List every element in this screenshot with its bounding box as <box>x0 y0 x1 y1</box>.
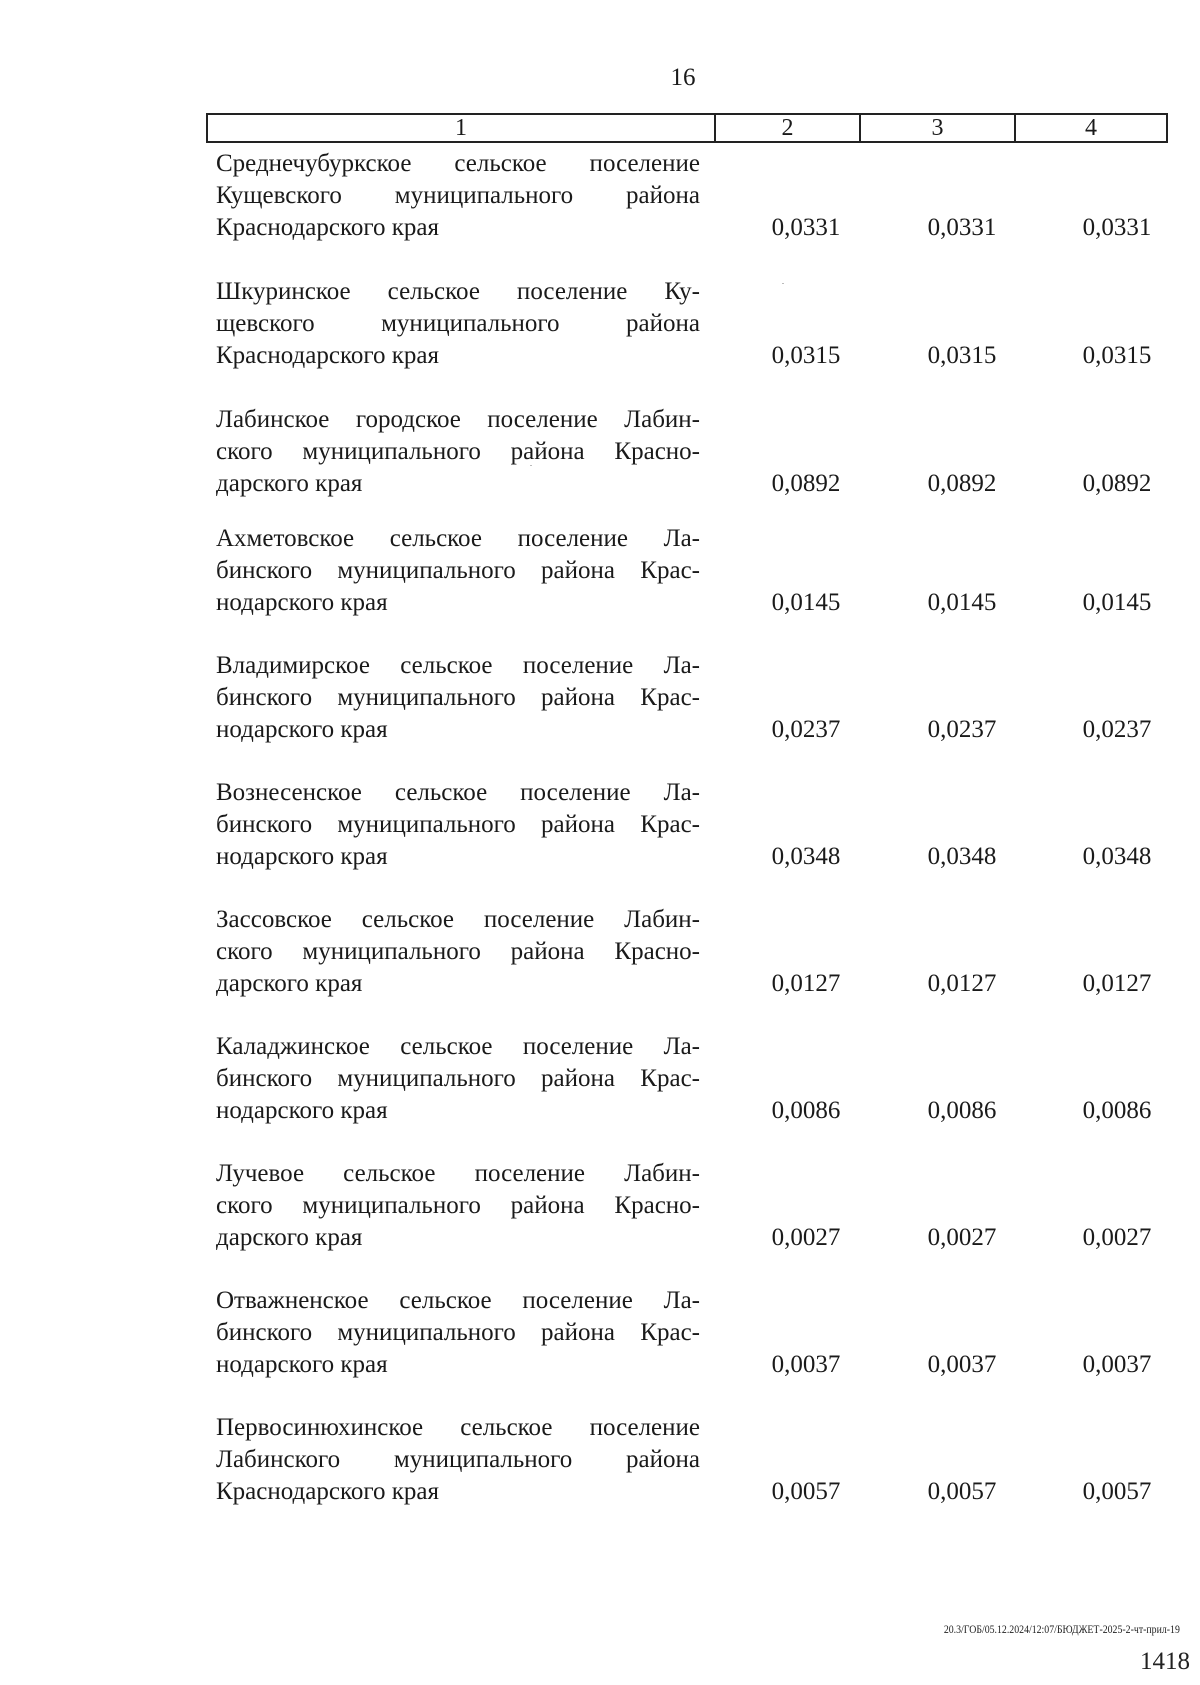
scan-speck <box>530 465 532 466</box>
value-col-3: 0,0331 <box>927 214 997 241</box>
settlement-name-line: нодарского края <box>216 1097 388 1124</box>
settlement-name-line: Краснодарского края <box>216 1478 439 1505</box>
settlement-name <box>216 1412 700 1508</box>
settlement-name <box>216 904 700 1000</box>
settlement-name-line: дарского края <box>216 1224 363 1251</box>
header-cell-1: 1 <box>208 115 716 141</box>
settlement-name-line: нодарского края <box>216 589 388 616</box>
settlement-name <box>216 1158 700 1254</box>
value-col-2: 0,0057 <box>771 1478 841 1505</box>
value-col-2: 0,0127 <box>771 970 841 997</box>
settlement-name <box>216 650 700 746</box>
settlement-name-line: Кущевского муниципального района <box>216 182 700 209</box>
value-col-4: 0,0037 <box>1082 1351 1152 1378</box>
value-col-2: 0,0315 <box>771 342 841 369</box>
value-col-2: 0,0027 <box>771 1224 841 1251</box>
settlement-name-line: дарского края <box>216 470 363 497</box>
value-col-3: 0,0315 <box>927 342 997 369</box>
settlement-name-line: бинского муниципального района Крас- <box>216 1065 700 1092</box>
settlement-name-line: щевского муниципального района <box>216 310 700 337</box>
settlement-name-line: ского муниципального района Красно- <box>216 938 700 965</box>
settlement-name-line: Лабинского муниципального района <box>216 1446 700 1473</box>
value-col-3: 0,0057 <box>927 1478 997 1505</box>
settlement-name <box>216 1285 700 1381</box>
value-col-2: 0,0086 <box>771 1097 841 1124</box>
settlement-name-line: Шкуринское сельское поселение Ку- <box>216 278 700 305</box>
value-col-3: 0,0127 <box>927 970 997 997</box>
settlement-name <box>216 276 700 372</box>
table-header-row <box>206 113 1168 143</box>
settlement-name-line: нодарского края <box>216 716 388 743</box>
settlement-name <box>216 523 700 619</box>
value-col-4: 0,0237 <box>1082 716 1152 743</box>
value-col-4: 0,0057 <box>1082 1478 1152 1505</box>
settlement-name-line: дарского края <box>216 970 363 997</box>
settlement-name <box>216 777 700 873</box>
settlement-name-line: Лучевое сельское поселение Лабин- <box>216 1160 700 1187</box>
header-cell-4: 4 <box>1085 115 1097 141</box>
value-col-3: 0,0145 <box>927 589 997 616</box>
settlement-name-line: бинского муниципального района Крас- <box>216 684 700 711</box>
sheet-number: 1418 <box>1140 1648 1190 1675</box>
value-col-4: 0,0027 <box>1082 1224 1152 1251</box>
value-col-2: 0,0331 <box>771 214 841 241</box>
value-col-2: 0,0037 <box>771 1351 841 1378</box>
settlement-name-line: ского муниципального района Красно- <box>216 438 700 465</box>
value-col-4: 0,0315 <box>1082 342 1152 369</box>
settlement-name-line: Зассовское сельское поселение Лабин- <box>216 906 700 933</box>
value-col-2: 0,0892 <box>771 470 841 497</box>
settlement-name-line: бинского муниципального района Крас- <box>216 557 700 584</box>
settlement-name-line: бинского муниципального района Крас- <box>216 1319 700 1346</box>
settlement-name-line: Владимирское сельское поселение Ла- <box>216 652 700 679</box>
document-code: 20.3/ГОБ/05.12.2024/12:07/БЮДЖЕТ-2025-2-чт-прил-19 <box>943 1622 1180 1636</box>
header-cell-2: 2 <box>716 115 861 141</box>
settlement-name-line: бинского муниципального района Крас- <box>216 811 700 838</box>
value-col-3: 0,0348 <box>927 843 997 870</box>
settlement-name-line: Лабинское городское поселение Лабин- <box>216 406 700 433</box>
value-col-3: 0,0237 <box>927 716 997 743</box>
value-col-4: 0,0127 <box>1082 970 1152 997</box>
value-col-4: 0,0892 <box>1082 470 1152 497</box>
value-col-3: 0,0086 <box>927 1097 997 1124</box>
settlement-name-line: Ахметовское сельское поселение Ла- <box>216 525 700 552</box>
value-col-3: 0,0892 <box>927 470 997 497</box>
value-col-4: 0,0145 <box>1082 589 1152 616</box>
settlement-name <box>216 148 700 244</box>
value-col-4: 0,0331 <box>1082 214 1152 241</box>
settlement-name-line: Краснодарского края <box>216 342 439 369</box>
value-col-2: 0,0237 <box>771 716 841 743</box>
value-col-2: 0,0348 <box>771 843 841 870</box>
page-number: 16 <box>670 64 696 91</box>
settlement-name-line: Вознесенское сельское поселение Ла- <box>216 779 700 806</box>
settlement-name-line: нодарского края <box>216 1351 388 1378</box>
value-col-3: 0,0037 <box>927 1351 997 1378</box>
value-col-2: 0,0145 <box>771 589 841 616</box>
settlement-name-line: Каладжинское сельское поселение Ла- <box>216 1033 700 1060</box>
settlement-name-line: Первосинюхинское сельское поселение <box>216 1414 700 1441</box>
settlement-name <box>216 1031 700 1127</box>
value-col-4: 0,0348 <box>1082 843 1152 870</box>
settlement-name-line: ского муниципального района Красно- <box>216 1192 700 1219</box>
scan-speck <box>782 283 784 284</box>
value-col-3: 0,0027 <box>927 1224 997 1251</box>
settlement-name-line: нодарского края <box>216 843 388 870</box>
settlement-name-line: Среднечубуркское сельское поселение <box>216 150 700 177</box>
header-cell-3: 3 <box>861 115 1016 141</box>
settlement-name-line: Краснодарского края <box>216 214 439 241</box>
settlement-name <box>216 404 700 500</box>
value-col-4: 0,0086 <box>1082 1097 1152 1124</box>
settlement-name-line: Отважненское сельское поселение Ла- <box>216 1287 700 1314</box>
